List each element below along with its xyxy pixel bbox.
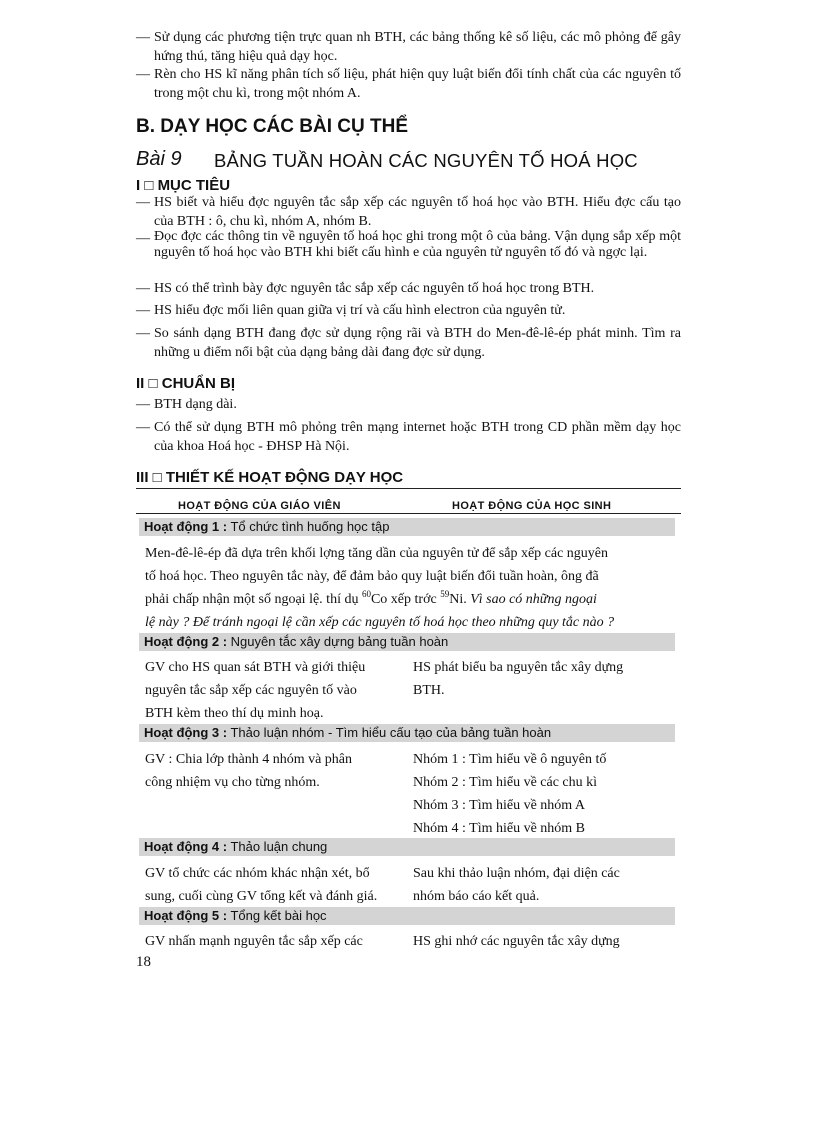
- text-run: Co xếp trớc: [370, 592, 441, 607]
- activity-4-teacher: [145, 862, 395, 908]
- activity-label: Hoạt động 5 :: [144, 908, 228, 923]
- teacher-column-header: HOẠT ĐỘNG CỦA GIÁO VIÊN: [178, 500, 341, 512]
- section-3-heading: III □ THIẾT KẾ HOẠT ĐỘNG DẠY HỌC: [136, 469, 404, 486]
- bullet-dash: —: [136, 231, 150, 246]
- activity-2-teacher: [145, 656, 395, 725]
- header-rule-bottom: [136, 513, 681, 514]
- bullet-dash: —: [136, 303, 150, 318]
- teacher-line: BTH kèm theo thí dụ minh hoạ.: [145, 706, 324, 721]
- student-line: nhóm báo cáo kết quả.: [413, 889, 540, 904]
- student-line: Nhóm 2 : Tìm hiểu về các chu kì: [413, 775, 598, 790]
- question-text: lệ này ? Để tránh ngoại lệ cần xếp các nguyên tố hoá học theo những quy tắc nào ?: [145, 615, 615, 630]
- bullet-text: HS biết và hiểu đợc nguyên tắc sắp xếp các nguyên tố hoá học vào BTH. Hiểu đợc cấu tạo của BTH : ô, chu kì, nhóm A, nhóm B.: [154, 195, 681, 229]
- bullet-text: Có thể sử dụng BTH mô phỏng trên mạng internet hoặc BTH trong CD phần mềm dạy học của khoa Hoá học - ĐHSP Hà Nội.: [154, 420, 681, 454]
- bullet-text: BTH dạng dài.: [154, 397, 237, 412]
- teacher-line: GV tổ chức các nhóm khác nhận xét, bổ: [145, 866, 370, 881]
- objective-5: [136, 324, 681, 362]
- mass-number: 59: [440, 589, 450, 599]
- activity-4-student: [413, 862, 678, 908]
- mass-number: 60: [361, 589, 371, 599]
- student-line: Nhóm 4 : Tìm hiểu về nhóm B: [413, 821, 586, 836]
- section-b-title: B. DẠY HỌC CÁC BÀI CỤ THỂ: [136, 116, 408, 137]
- text-run: Ni.: [449, 592, 471, 607]
- activity-3-teacher: [145, 748, 395, 794]
- teacher-line: GV : Chia lớp thành 4 nhóm và phân: [145, 752, 353, 767]
- bullet-text: HS hiểu đợc mối liên quan giữa vị trí và cấu hình electron của nguyên tử.: [154, 303, 566, 318]
- activity-label: Hoạt động 2 :: [144, 634, 228, 649]
- student-column-header: HOẠT ĐỘNG CỦA HỌC SINH: [452, 500, 612, 512]
- page-number: 18: [136, 954, 151, 970]
- activity-3-bar: [139, 724, 675, 742]
- activity-title: Thảo luận chung: [230, 839, 328, 854]
- paragraph-line: [145, 588, 675, 611]
- paragraph-line: tố hoá học. Theo nguyên tắc này, để đảm bảo quy luật biến đổi tuần hoàn, ông đã: [145, 569, 599, 584]
- section-1-heading: I □ MỤC TIÊU: [136, 177, 231, 194]
- activity-5-bar: [139, 907, 675, 925]
- intro-bullet-1: [136, 28, 681, 66]
- student-line: HS phát biểu ba nguyên tắc xây dựng: [413, 660, 624, 675]
- student-line: BTH.: [413, 683, 445, 698]
- bullet-text: So sánh dạng BTH đang đợc sử dụng rộng rãi và BTH do Men-đê-lê-ép phát minh. Tìm ra những u điểm nổi bật của dạng bảng dài đang đợc sử dụng.: [154, 326, 681, 360]
- student-line: HS ghi nhớ các nguyên tắc xây dựng: [413, 934, 620, 949]
- activity-2-student: [413, 656, 678, 702]
- objective-4: [136, 301, 681, 320]
- bullet-text: Sử dụng các phương tiện trực quan nh BTH, các bảng thống kê số liệu, các mô phỏng để gây hứng thú, tăng hiệu quả dạy học.: [154, 30, 681, 64]
- bullet-dash: —: [136, 195, 150, 210]
- text-run: phải chấp nhận một số ngoại lệ. thí dụ: [145, 592, 362, 607]
- objective-1: [136, 193, 681, 231]
- teacher-line: nguyên tắc sắp xếp các nguyên tố vào: [145, 683, 357, 698]
- activity-label: Hoạt động 4 :: [144, 839, 228, 854]
- activity-1-bar: [139, 518, 675, 536]
- bullet-dash: —: [136, 397, 150, 412]
- activity-5-student: [413, 930, 678, 953]
- intro-bullet-2: [136, 65, 681, 103]
- teacher-line: sung, cuối cùng GV tổng kết và đánh giá.: [145, 889, 378, 904]
- objective-3: [136, 279, 681, 298]
- bullet-dash: —: [136, 67, 150, 82]
- bullet-text: Rèn cho HS kĩ năng phân tích số liệu, phát hiện quy luật biến đổi tính chất của các nguyên tố trong một chu kì, trong một nhóm A.: [154, 67, 681, 101]
- activity-1-text: [145, 542, 675, 634]
- section-2-heading: II □ CHUẨN BỊ: [136, 375, 236, 392]
- preparation-2: [136, 418, 681, 456]
- activity-2-bar: [139, 633, 675, 651]
- activity-5-teacher: [145, 930, 395, 953]
- bullet-text: Đọc đợc các thông tin về nguyên tố hoá học ghi trong một ô của bảng. Vận dụng sắp xếp một nguyên tố hoá học vào BTH khi biết cấu hình e của nguyên tử nguyên tố đó và ngợc lại.: [154, 229, 681, 260]
- activity-title: Tổng kết bài học: [230, 908, 327, 923]
- student-line: Nhóm 1 : Tìm hiểu về ô nguyên tố: [413, 752, 607, 767]
- question-text: Vì sao có những ngoại: [470, 592, 597, 607]
- activity-4-bar: [139, 838, 675, 856]
- paragraph-line: Men-đê-lê-ép đã dựa trên khối lợng tăng dần của nguyên tử để sắp xếp các nguyên: [145, 546, 609, 561]
- student-line: Nhóm 3 : Tìm hiểu về nhóm A: [413, 798, 586, 813]
- lesson-title: BẢNG TUẦN HOÀN CÁC NGUYÊN TỐ HOÁ HỌC: [214, 150, 638, 171]
- bullet-text: HS có thể trình bày đợc nguyên tắc sắp xếp các nguyên tố hoá học trong BTH.: [154, 281, 595, 296]
- teacher-line: GV nhấn mạnh nguyên tắc sắp xếp các: [145, 934, 363, 949]
- activity-3-student: [413, 748, 678, 840]
- activity-title: Nguyên tắc xây dựng bảng tuần hoàn: [230, 634, 449, 649]
- objective-2: [136, 229, 681, 261]
- bullet-dash: —: [136, 281, 150, 296]
- activity-label: Hoạt động 3 :: [144, 725, 228, 740]
- activity-title: Thảo luận nhóm - Tìm hiểu cấu tạo của bảng tuần hoàn: [230, 725, 552, 740]
- bullet-dash: —: [136, 420, 150, 435]
- teacher-line: công nhiệm vụ cho từng nhóm.: [145, 775, 320, 790]
- student-line: Sau khi thảo luận nhóm, đại diện các: [413, 866, 620, 881]
- teacher-line: GV cho HS quan sát BTH và giới thiệu: [145, 660, 366, 675]
- header-rule: [136, 488, 681, 489]
- lesson-label: Bài 9: [136, 148, 182, 170]
- bullet-dash: —: [136, 326, 150, 341]
- preparation-1: [136, 395, 681, 414]
- activity-label: Hoạt động 1 :: [144, 519, 228, 534]
- activity-title: Tổ chức tình huống học tập: [230, 519, 390, 534]
- bullet-dash: —: [136, 30, 150, 45]
